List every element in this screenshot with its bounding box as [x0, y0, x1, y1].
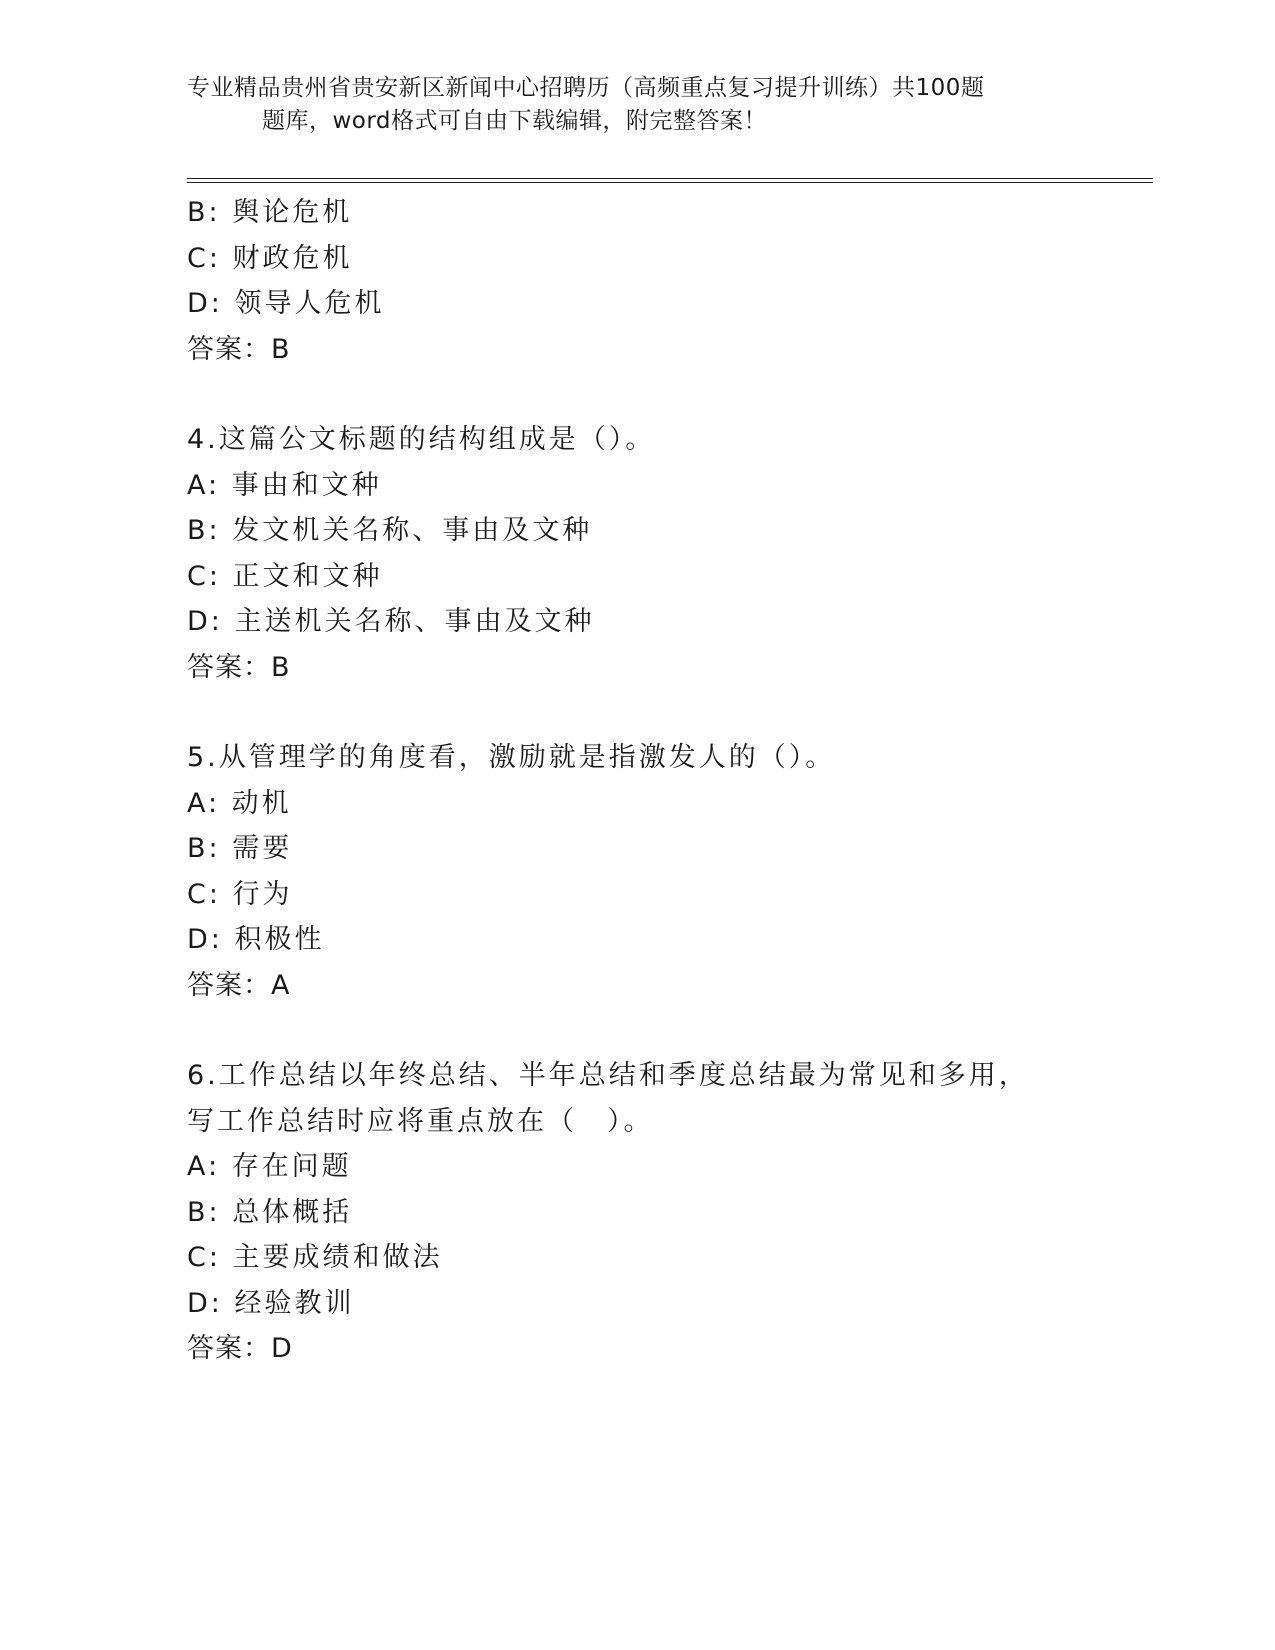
option-a: A: 动机	[187, 787, 292, 819]
header-rule-bottom	[187, 182, 1153, 183]
question-stem: 6.工作总结以年终总结、半年总结和季度总结最为常见和多用，写工作总结时应将重点放在（ ）。	[187, 1060, 1029, 1137]
header-line-1: 专业精品贵州省贵安新区新闻中心招聘历（高频重点复习提升训练）共100题	[187, 75, 985, 101]
answer: 答案：B	[187, 651, 291, 683]
spacer	[187, 372, 1087, 417]
header-line-2: 题库，word格式可自由下载编辑，附完整答案！	[262, 108, 768, 134]
answer: 答案：B	[187, 333, 291, 365]
option-d: D: 积极性	[187, 924, 325, 955]
option-a: A: 事由和文种	[187, 469, 382, 501]
header-rule-top	[187, 178, 1153, 179]
option-d: D: 经验教训	[187, 1287, 355, 1319]
option-c: C: 主要成绩和做法	[187, 1242, 443, 1273]
question-stem: 4.这篇公文标题的结构组成是（）。	[187, 424, 656, 455]
answer: 答案：A	[187, 969, 291, 1001]
option-d: D: 领导人危机	[187, 288, 385, 319]
question-5	[187, 735, 1087, 1008]
option-c: C: 财政危机	[187, 242, 353, 274]
option-d: D: 主送机关名称、事由及文种	[187, 606, 595, 637]
question-4	[187, 417, 1087, 690]
question-list	[187, 190, 1087, 1372]
option-b: B: 需要	[187, 833, 293, 864]
spacer	[187, 690, 1087, 735]
question-6	[187, 1053, 1087, 1372]
spacer	[187, 1008, 1087, 1053]
answer: 答案：D	[187, 1333, 293, 1364]
option-b: B: 发文机关名称、事由及文种	[187, 515, 593, 546]
option-c: C: 行为	[187, 878, 293, 910]
question-3-continued	[187, 190, 1087, 372]
option-a: A: 存在问题	[187, 1151, 352, 1182]
option-c: C: 正文和文种	[187, 560, 383, 592]
option-b: B: 舆论危机	[187, 197, 353, 228]
question-stem: 5.从管理学的角度看，激励就是指激发人的（）。	[187, 742, 836, 773]
option-b: B: 总体概括	[187, 1196, 353, 1228]
page-header	[187, 72, 1047, 138]
